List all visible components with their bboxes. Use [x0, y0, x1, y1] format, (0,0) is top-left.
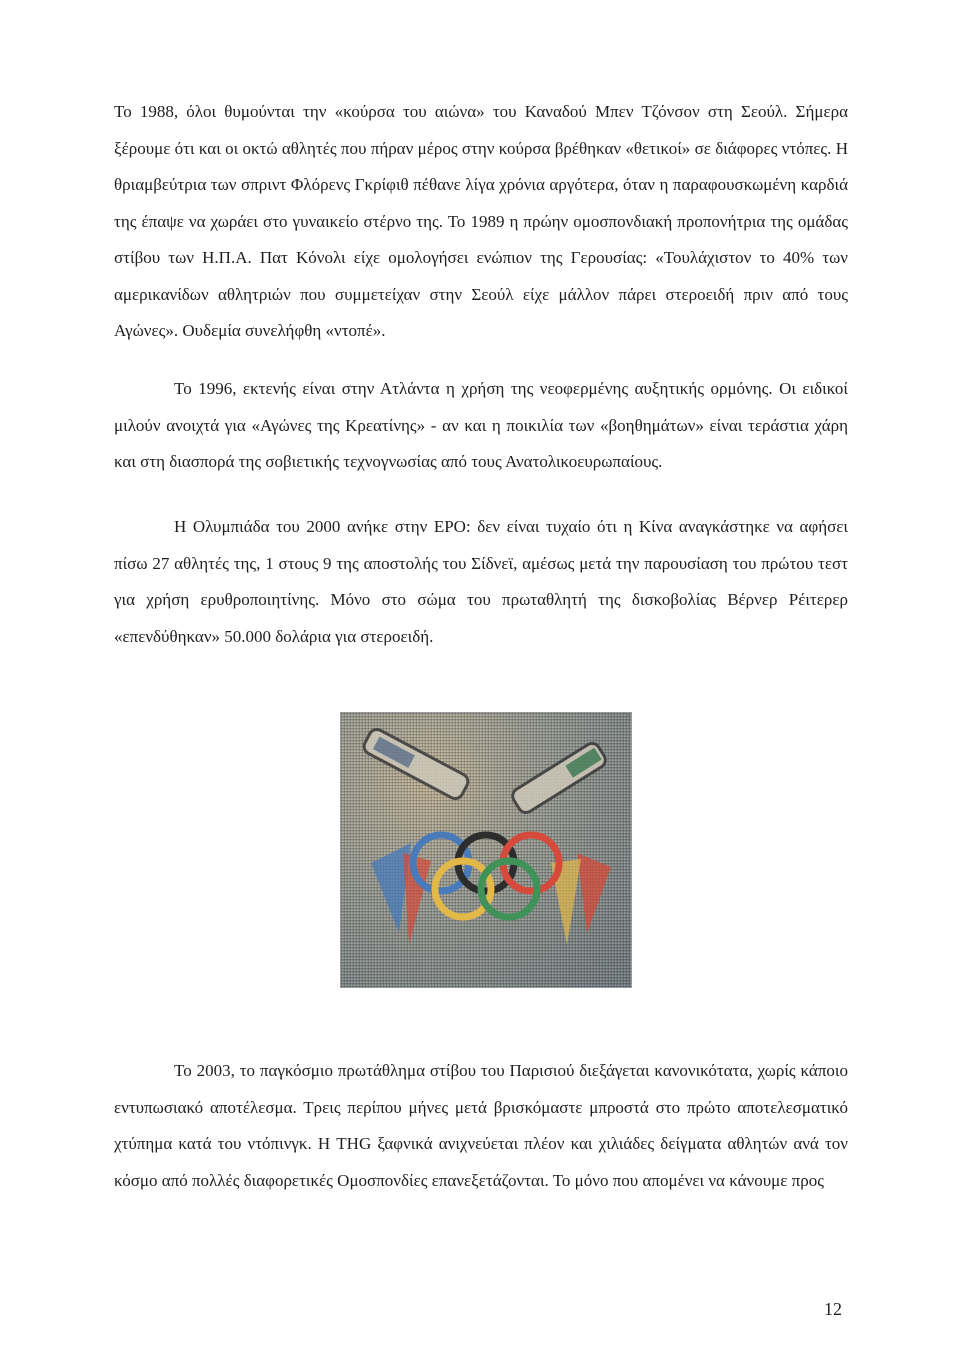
- olympic-rings-illustration: [341, 713, 631, 987]
- paragraph-1996-atlanta: Το 1996, εκτενής είναι στην Ατλάντα η χρήση της νεοφερμένης αυξητικής ορμόνης. Οι ειδικοί μιλούν ανοιχτά για «Αγώνες της Κρεατίνης» - αν και η ποικιλία των «βοηθημάτων» είναι τεράστια χάρη και στη διασπορά της σοβιετικής τεχνογνωσίας από τους Ανατολικοευρωπαίους.: [114, 379, 848, 471]
- olympic-rings-doping-image: [340, 712, 632, 988]
- page-number: 12: [824, 1299, 842, 1319]
- paragraph-2003-paris: Το 2003, το παγκόσμιο πρωτάθλημα στίβου του Παρισιού διεξάγεται κανονικότατα, χωρίς κάποιο εντυπωσιακό αποτέλεσμα. Τρεις περίπου μήνες μετά βρισκόμαστε μπροστά στο πρώτο αποτελεσματικό χτύπημα κατά του ντόπινγκ. Η THG ξαφνικά ανιχνεύεται πλέον και χιλιάδες δείγματα αθλητών ανά τον κόσμο από πολλές διαφορετικές Ομοσπονδίες επανεξετάζονται. Το μόνο που απομένει να κάνουμε προς: [114, 1061, 848, 1190]
- paragraph-2000-sydney: Η Ολυμπιάδα του 2000 ανήκε στην ΕΡΟ: δεν είναι τυχαίο ότι η Κίνα αναγκάστηκε να αφήσει πίσω 27 αθλητές της, 1 στους 9 της αποστολής του Σίδνεϊ, αμέσως μετά την παρουσίαση του πρώτου τεστ για χρήση ερυθροποιητίνης. Μόνο στο σώμα του πρωταθλητή της δισκοβολίας Βέρνερ Ρέιτερερ «επενδύθηκαν» 50.000 δολάρια για στεροειδή.: [114, 517, 848, 646]
- paragraph-1988-seoul: Το 1988, όλοι θυμούνται την «κούρσα του αιώνα» του Καναδού Μπεν Τζόνσον στη Σεούλ. Σήμερα ξέρουμε ότι και οι οκτώ αθλητές που πήραν μέρος στην κούρσα βρέθηκαν «θετικοί» σε διάφορες ντόπες. Η θριαμβεύτρια των σπριντ Φλόρενς Γκρίφιθ πέθανε λίγα χρόνια αργότερα, όταν η παραφουσκωμένη καρδιά της έπαψε να χωράει στο γυναικείο στέρνο της. Το 1989 η πρώην ομοσπονδιακή προπονήτρια της ομάδας στίβου των Η.Π.Α. Πατ Κόνολι είχε ομολογήσει ενώπιον της Γερουσίας: «Τουλάχιστον το 40% των αμερικανίδων αθλητριών που συμμετείχαν στην Σεούλ είχε μάλλον πάρει στεροειδή πριν από τους Αγώνες». Ουδεμία συνελήφθη «ντοπέ».: [114, 102, 848, 340]
